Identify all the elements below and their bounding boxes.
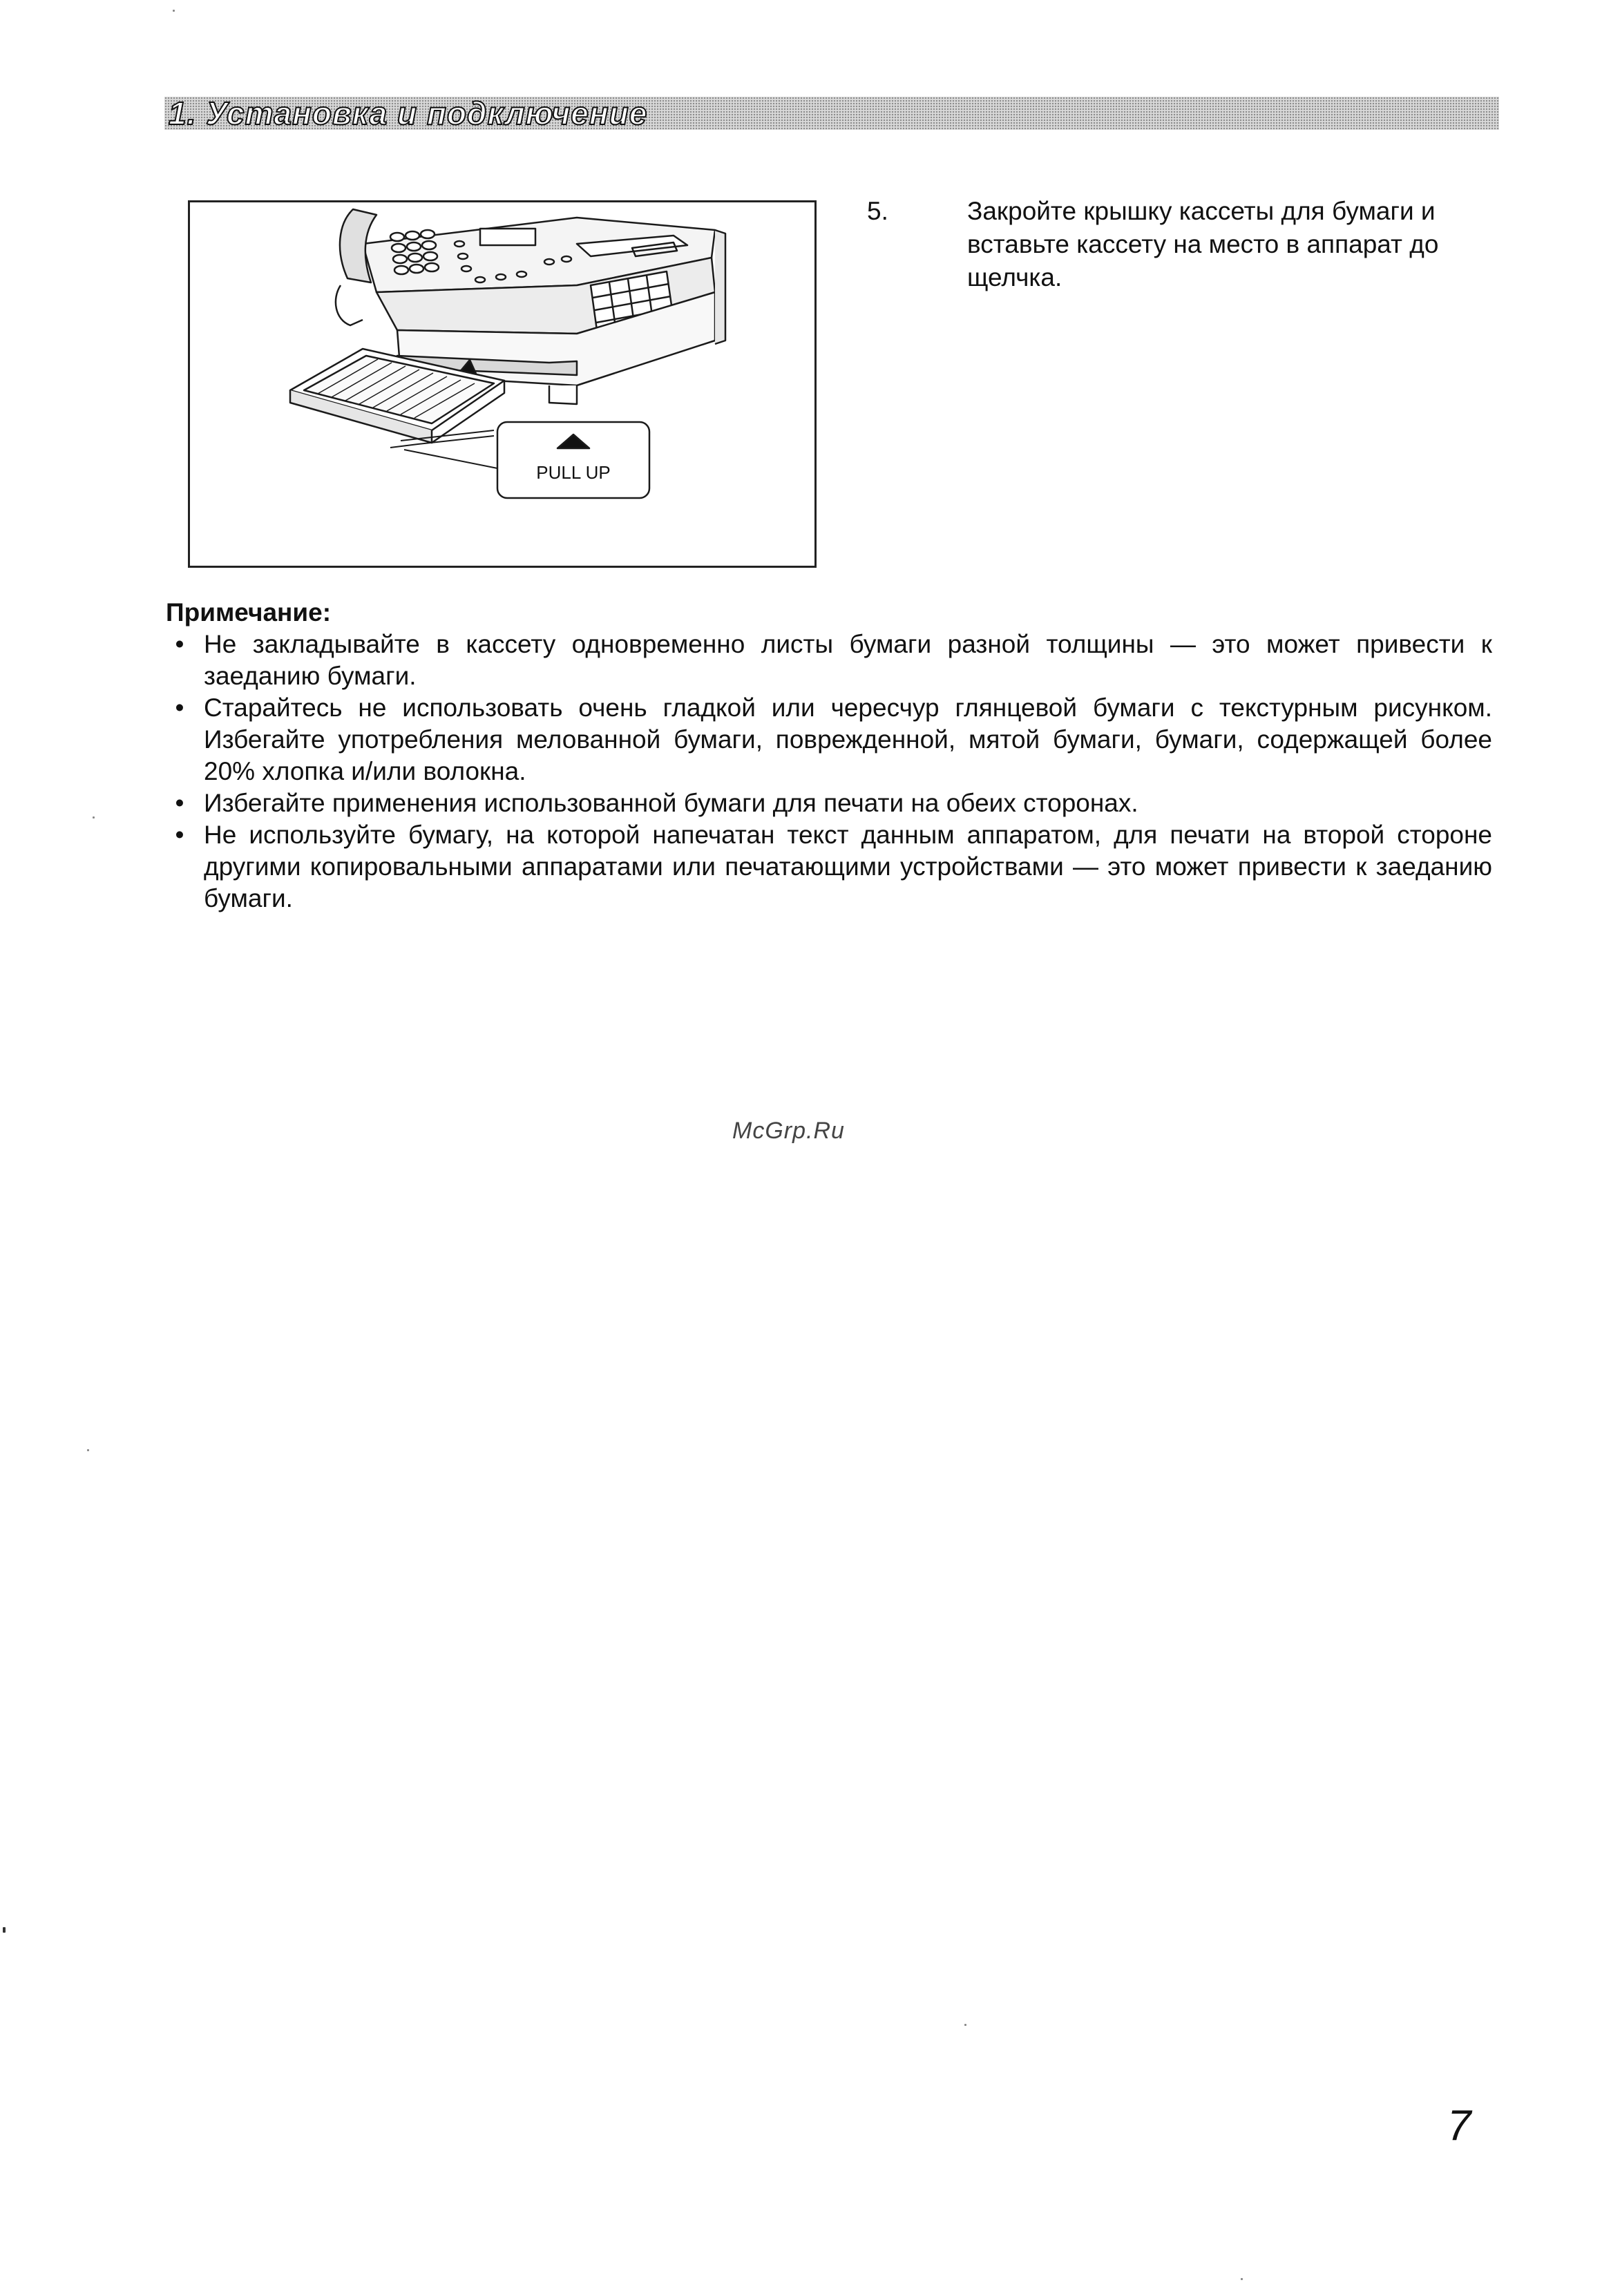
note-list — [166, 629, 1492, 915]
watermark-link[interactable]: McGrp.Ru — [732, 1118, 845, 1144]
section-title: 1. Установка и подключение — [169, 95, 648, 131]
note-block — [166, 597, 1492, 915]
figure-illustration — [188, 200, 817, 568]
note-item — [166, 692, 1492, 787]
pull-up-label: PULL UP — [536, 462, 611, 483]
scan-speck — [964, 2024, 966, 2026]
note-title: Примечание: — [166, 598, 332, 626]
bullet-icon: • — [175, 821, 184, 849]
note-item-text: Избегайте применения использованной бумаги для печати на обеих сторонах. — [204, 789, 1138, 817]
note-item-text: Не закладывайте в кассету одновременно листы бумаги разной толщины — это может привести к заеданию бумаги. — [204, 630, 1492, 690]
note-item — [166, 819, 1492, 915]
note-item — [166, 629, 1492, 692]
step-text: Закройте крышку кассеты для бумаги и вставьте кассету на место в аппарат до щелчка. — [967, 197, 1439, 291]
bullet-icon: • — [175, 630, 184, 658]
scan-speck — [3, 1927, 6, 1933]
scan-speck — [93, 816, 95, 819]
bullet-icon: • — [175, 693, 184, 722]
note-item-text: Не используйте бумагу, на которой напечатан текст данным аппаратом, для печати на второй стороне другими копировальными аппаратами или печатающими устройствами — это может привести к заеданию бумаги. — [204, 821, 1492, 912]
bullet-icon: • — [175, 789, 184, 817]
page-number: 7 — [1447, 2102, 1471, 2150]
fax-cassette-illustration-icon — [190, 202, 814, 566]
scan-speck — [173, 10, 175, 12]
note-item — [166, 787, 1492, 819]
note-item-text: Старайтесь не использовать очень гладкой или чересчур глянцевой бумаги с текстурным рисунком. Избегайте употребления мелованной бумаги, поврежденной, мятой бумаги, бумаги, содержащей более 20% хлопка и/или волокна. — [204, 693, 1492, 785]
step-number: 5. — [867, 197, 888, 225]
scan-speck — [87, 1449, 89, 1451]
scan-speck — [1241, 2278, 1243, 2280]
